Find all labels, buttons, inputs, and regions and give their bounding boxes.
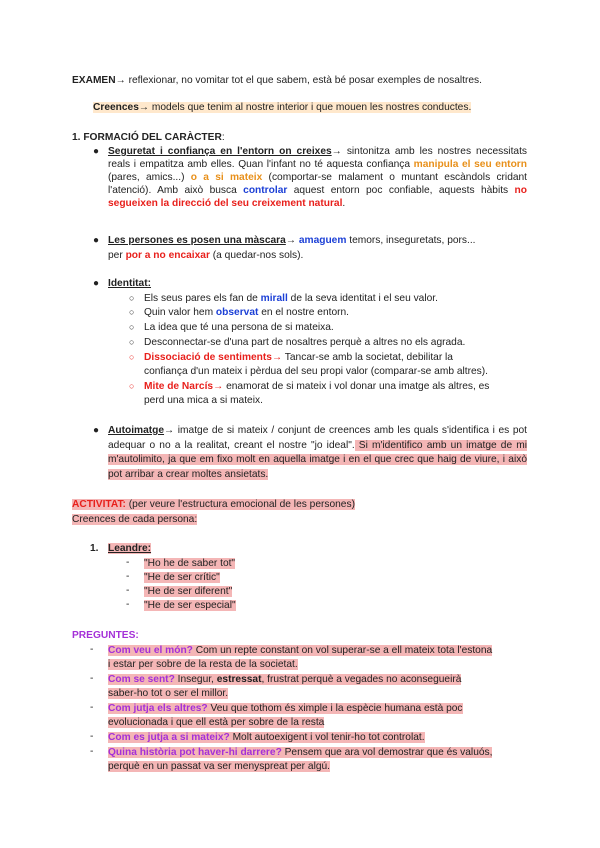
amaguem-text: amaguem bbox=[298, 235, 347, 246]
identitat-sub-2 bbox=[144, 306, 349, 319]
circle-bullet: ○ bbox=[129, 337, 135, 347]
pregunta-3-answer-a: Veu que tothom és ximple i la espècie humana està poc bbox=[207, 703, 463, 714]
identitat-sub-5-line2 bbox=[144, 365, 488, 378]
circle-bullet: ○ bbox=[129, 307, 135, 317]
pregunta-4-question: Com es jutja a si mateix? bbox=[108, 732, 230, 743]
narcis-text-a: enamorat de si mateix i vol donar una imatge als altres, es bbox=[223, 381, 490, 392]
preguntes-title-text: PREGUNTES: bbox=[72, 630, 139, 641]
autoimatge-arrow: → bbox=[164, 425, 175, 436]
leandre-label bbox=[108, 542, 151, 555]
bullet-dot: ● bbox=[93, 278, 100, 289]
manipula-text: manipula el seu entorn bbox=[413, 159, 527, 170]
creences-label: Creences bbox=[93, 102, 139, 113]
dissociacio-text-a: Tancar-se amb la societat, debilitar la bbox=[282, 352, 453, 363]
bullet-mascara-line2 bbox=[108, 249, 303, 262]
si-mateix-text: o a si mateix bbox=[190, 172, 263, 183]
pregunta-3-question: Com jutja els altres? bbox=[108, 703, 208, 714]
preguntes-title bbox=[72, 629, 139, 642]
pregunta-1-line1 bbox=[108, 644, 492, 657]
leandre-item bbox=[144, 571, 220, 584]
section-title bbox=[72, 131, 225, 144]
seguretat-text-3: (comportar-se malament o muntant escàndols cridant l'atenció). Amb això busca bbox=[108, 172, 528, 196]
exam-text: reflexionar, no vomitar tot el que sabem, està bé posar exemples de nosaltres. bbox=[125, 75, 482, 86]
pregunta-4-line1 bbox=[108, 731, 425, 744]
dash-bullet: - bbox=[90, 644, 94, 655]
mascara-text-3: (a quedar-nos sols). bbox=[209, 250, 304, 261]
circle-bullet: ○ bbox=[129, 293, 135, 303]
pregunta-2-answer-c: saber-ho tot o ser el millor. bbox=[108, 688, 229, 699]
seguretat-text-1: sintonitza amb les nostres necessitats reals i empatitza amb elles. Quan l'infant no té aquesta confiança bbox=[108, 146, 527, 170]
pregunta-5-line2 bbox=[108, 760, 330, 773]
no-segueixen-text: no segueixen la direcció del seu creixement natural bbox=[108, 185, 527, 209]
seguretat-text-2: (pares, amics...) bbox=[108, 172, 191, 183]
creences-line bbox=[93, 101, 471, 114]
dissociacio-label: Dissociació de sentiments bbox=[144, 352, 272, 363]
identitat-sub-4 bbox=[144, 336, 465, 349]
pregunta-2-question: Com se sent? bbox=[108, 674, 175, 685]
bullet-dot: ● bbox=[93, 235, 100, 246]
exam-line bbox=[72, 74, 482, 87]
pregunta-1-line2 bbox=[108, 658, 298, 671]
identitat-label bbox=[108, 277, 151, 290]
identitat-sub-1 bbox=[144, 292, 438, 305]
identitat-sub-6-line2 bbox=[144, 394, 263, 407]
pregunta-4-answer: Molt autoexigent i vol tenir-ho tot controlat. bbox=[229, 732, 425, 743]
pregunta-5-answer-b: perquè en un passat va ser menyspreat per algú. bbox=[108, 761, 330, 772]
narcis-arrow: → bbox=[213, 381, 224, 392]
leandre-heading bbox=[90, 542, 99, 555]
activitat-sub bbox=[72, 513, 197, 526]
idea-text: La idea que té una persona de si mateixa. bbox=[144, 322, 334, 333]
pregunta-5-question: Quina història pot haver-hi darrere? bbox=[108, 747, 282, 758]
activitat-text: (per veure l'estructura emocional de les persones) bbox=[125, 499, 355, 510]
seguretat-text-4: aquest entorn poc confiable, aquests hàbits bbox=[287, 185, 515, 196]
activitat-line bbox=[72, 498, 355, 511]
pregunta-2-answer-b: , frustrat perquè a vegades no aconsegueirà bbox=[261, 674, 462, 685]
bullet-dot: ● bbox=[93, 425, 100, 436]
dash-bullet: - bbox=[126, 585, 130, 596]
section-title-colon: : bbox=[221, 132, 225, 143]
creences-text: models que tenim al nostre interior i que mouen les nostres conductes. bbox=[149, 102, 472, 113]
mascara-label: Les persones es posen una màscara bbox=[108, 235, 286, 246]
identitat-sub-6-line1 bbox=[144, 380, 489, 393]
identitat-sub-5-line1 bbox=[144, 351, 453, 364]
narcis-text-b: perd una mica a si mateix. bbox=[144, 395, 263, 406]
activitat-label: ACTIVITAT: bbox=[72, 499, 126, 510]
leandre-item-text: "He de ser especial" bbox=[144, 600, 236, 611]
circle-bullet: ○ bbox=[129, 352, 135, 362]
leandre-item-text: "He de ser diferent" bbox=[144, 586, 233, 597]
observat-text-a: Quin valor hem bbox=[144, 307, 216, 318]
pregunta-2-answer-a: Insegur, bbox=[174, 674, 217, 685]
identitat-label-text: Identitat: bbox=[108, 278, 152, 289]
observat-text: observat bbox=[215, 307, 259, 318]
mirall-text-b: de la seva identitat i el seu valor. bbox=[287, 293, 438, 304]
mascara-text-1: temors, inseguretats, pors... bbox=[346, 235, 476, 246]
autoimatge-text-1: imatge de si mateix / conjunt de creences amb les quals s'identifica i es pot adequar o no a la realitat, creant el nostre "jo ideal". bbox=[108, 425, 527, 451]
dash-bullet: - bbox=[90, 673, 94, 684]
pregunta-3-line2 bbox=[108, 716, 324, 729]
leandre-number: 1. bbox=[90, 543, 99, 554]
dash-bullet: - bbox=[126, 571, 130, 582]
exam-arrow: → bbox=[115, 75, 126, 86]
pregunta-2-line2 bbox=[108, 687, 228, 700]
pregunta-1-answer-a: Com un repte constant on vol superar-se a ell mateix tota l'estona bbox=[192, 645, 493, 656]
seguretat-label: Seguretat i confiança en l'entorn on creixes bbox=[108, 146, 332, 157]
mirall-text: mirall bbox=[260, 293, 288, 304]
dissociacio-text-b: confiança d'un mateix i pèrdua del seu propi valor (comparar-se amb altres). bbox=[144, 366, 488, 377]
section-title-text: 1. FORMACIÓ DEL CARÀCTER bbox=[72, 132, 222, 143]
mirall-text-a: Els seus pares els fan de bbox=[144, 293, 261, 304]
autoimatge-text-2: Si m'identifico amb un imatge de mi m'autolimito, ja que em fixo molt en aquella imatge i en el que crec que haig de viure, i això pot arribar a crear moltes ansietats. bbox=[108, 439, 527, 480]
observat-text-b: en el nostre entorn. bbox=[258, 307, 350, 318]
dash-bullet: - bbox=[90, 746, 94, 757]
leandre-item bbox=[144, 585, 232, 598]
bullet-autoimatge bbox=[108, 424, 527, 482]
controlar-text: controlar bbox=[243, 185, 288, 196]
dash-bullet: - bbox=[90, 731, 94, 742]
seguretat-arrow: → bbox=[331, 146, 342, 157]
mascara-arrow: → bbox=[285, 235, 296, 246]
activitat-sub-text: Creences de cada persona: bbox=[72, 514, 198, 525]
dash-bullet: - bbox=[126, 599, 130, 610]
dash-bullet: - bbox=[126, 557, 130, 568]
pregunta-1-question: Com veu el món? bbox=[108, 645, 193, 656]
seguretat-end: . bbox=[342, 198, 346, 209]
leandre-item bbox=[144, 557, 235, 570]
por-no-encaixar-text: por a no encaixar bbox=[125, 250, 210, 261]
pregunta-3-answer-b: evolucionada i que ell està per sobre de la resta bbox=[108, 717, 325, 728]
pregunta-1-answer-b: i estar per sobre de la resta de la societat. bbox=[108, 659, 298, 670]
exam-label: EXAMEN bbox=[72, 75, 116, 86]
dissociacio-arrow: → bbox=[271, 352, 283, 363]
leandre-item-text: "Ho he de saber tot" bbox=[144, 558, 236, 569]
desconnectar-text: Desconnectar-se d'una part de nosaltres perquè a altres no els agrada. bbox=[144, 337, 466, 348]
narcis-label: Mite de Narcís bbox=[144, 381, 214, 392]
pregunta-3-line1 bbox=[108, 702, 463, 715]
bullet-seguretat bbox=[108, 145, 527, 210]
bullet-mascara-line1 bbox=[108, 234, 476, 247]
pregunta-5-answer-a: Pensem que ara vol demostrar que és valuós, bbox=[281, 747, 493, 758]
estressat-text: estressat bbox=[216, 674, 262, 685]
bullet-dot: ● bbox=[93, 146, 100, 157]
mascara-text-2: per bbox=[108, 250, 126, 261]
leandre-item bbox=[144, 599, 236, 612]
dash-bullet: - bbox=[90, 702, 94, 713]
circle-bullet: ○ bbox=[129, 381, 135, 391]
creences-arrow: → bbox=[138, 102, 150, 113]
autoimatge-label: Autoimatge bbox=[108, 425, 165, 436]
leandre-item-text: "He de ser crític" bbox=[144, 572, 220, 583]
circle-bullet: ○ bbox=[129, 322, 135, 332]
pregunta-5-line1 bbox=[108, 746, 492, 759]
leandre-label-text: Leandre: bbox=[108, 543, 152, 554]
identitat-sub-3 bbox=[144, 321, 334, 334]
pregunta-2-line1 bbox=[108, 673, 461, 686]
